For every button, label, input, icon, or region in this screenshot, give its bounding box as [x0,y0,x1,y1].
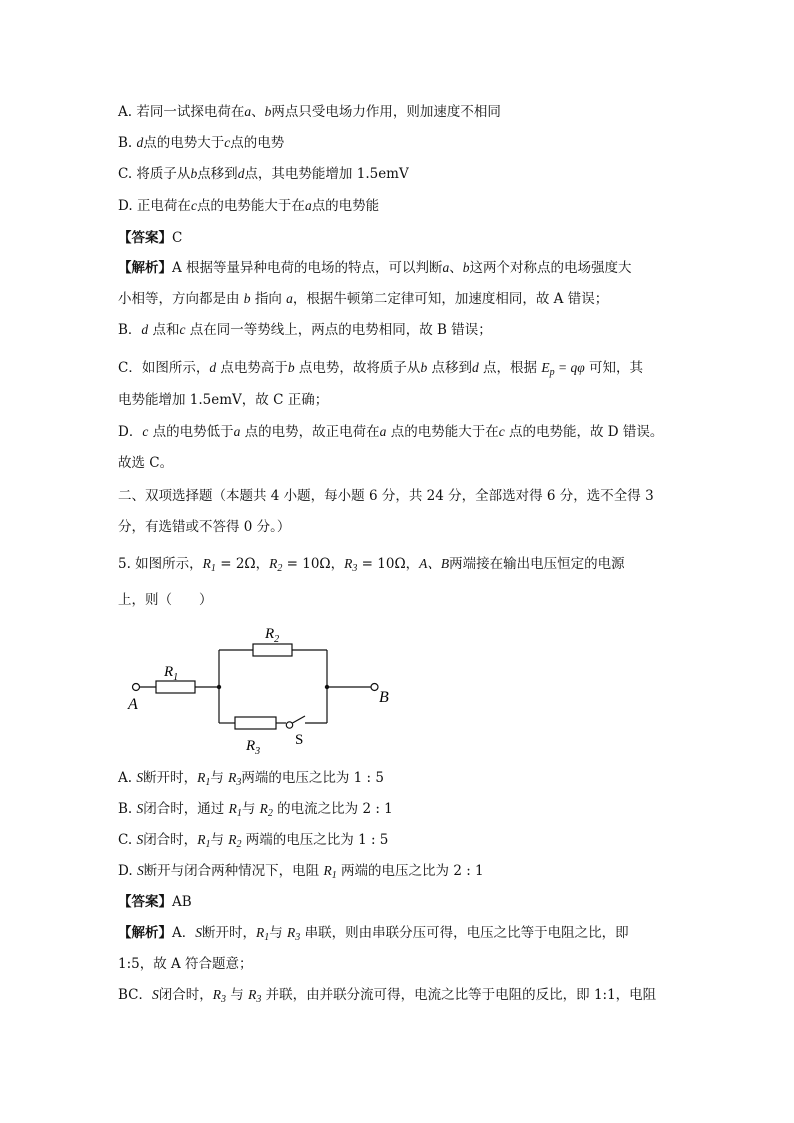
junction-left [217,685,221,689]
var-b: b [420,360,428,375]
var-r: R [228,801,237,816]
var-a: a [304,198,312,213]
q4-analysis-line-2 [118,289,608,309]
q4-answer [118,228,182,248]
option-text: A. [118,770,137,786]
analysis-text: ，根据牛顿第二定律可知，加速度相同，故 A 错误； [292,291,609,307]
label-s: S [295,732,304,748]
var-r-sub: 2 [267,808,273,819]
option-text: 闭合时，通过 [143,801,229,817]
var-a: a [379,424,387,439]
q5-stem-line-2 [118,590,213,610]
var-r-sub: 1 [264,932,270,943]
var-r: R [228,832,237,847]
q4-option-c [118,164,409,184]
option-text: 两端的电压之比为 2 : 1 [336,863,484,879]
conclusion-text: 故选 C。 [118,455,174,471]
q4-analysis-b [118,320,492,340]
label-a: A [128,696,138,713]
var-r-sub: 3 [295,932,301,943]
var-r-sub: 3 [221,994,227,1005]
analysis-text: 点的电势能大于在 [386,424,499,440]
analysis-text: 点电势高于 [216,360,288,376]
analysis-text: 可知，其 [584,360,643,376]
resistor-r3 [235,717,276,729]
var-r: R [197,832,206,847]
analysis-text: C．如图所示， [118,360,210,376]
var-s: S [136,801,144,816]
analysis-text: 点移到 [427,360,472,376]
option-text: 与 [241,801,260,817]
q5-analysis-a-2 [118,954,253,974]
terminal-b [371,684,378,691]
option-text: 点，其电势能增加 1.5emV [244,166,409,182]
q5-option-b [118,799,393,824]
formula-ep: E [541,360,550,375]
answer-value: C [172,230,183,246]
formula-rest: = qφ [554,360,585,375]
stem-r1: R [202,556,211,571]
var-r-sub: 1 [205,839,211,850]
option-text: 两端的电压之比为 1 : 5 [241,832,389,848]
var-c: c [498,424,505,439]
var-c: c [224,135,231,150]
var-b: b [190,166,198,181]
var-r: R [248,987,257,1002]
analysis-label: 【解析】 [118,925,172,941]
analysis-text: D． [118,424,143,440]
var-s: S [136,863,144,878]
circuit-diagram [120,616,400,761]
answer-label: 【答案】 [118,230,172,246]
option-text: 、 [251,104,265,120]
q5-option-c [118,830,388,855]
option-text: 断开时， [143,770,198,786]
analysis-text: 、 [449,260,463,276]
var-d: d [136,135,144,150]
analysis-text: 断开时， [202,925,256,941]
q4-analysis-line-1 [118,258,632,278]
section-2-heading-cont [118,517,290,537]
analysis-text: A 根据等量异种电荷的电场的特点，可以判断 [172,260,443,276]
stem-r3-sub: 3 [352,563,358,574]
analysis-text: 小相等，方向都是由 [118,291,244,307]
junction-right [325,685,329,689]
var-r-sub: 3 [256,994,262,1005]
label-r3: $R_3$ [246,738,261,757]
section-heading-text: 二、双项选择题（本题共 4 小题，每小题 6 分，共 24 分，全部选对得 6 分，选不全得 3 [118,488,654,504]
section-2-heading [118,486,654,506]
q5-option-d [118,861,484,886]
analysis-text: 与 [226,987,249,1003]
var-r: R [212,987,222,1002]
var-r: R [259,801,268,816]
analysis-text: 并联，由并联分流可得，电流之比等于电阻的反比，即 1:1，电阻 [261,987,657,1003]
var-s: S [136,770,144,785]
option-text: D. [118,863,137,879]
var-d: d [237,166,245,181]
analysis-text: BC． [118,987,153,1003]
var-s: S [195,925,202,940]
var-b: b [243,291,251,306]
var-a: a [244,104,252,119]
var-r: R [228,770,237,785]
q4-option-a [118,102,501,122]
q4-analysis-c [118,358,643,383]
analysis-text: A． [172,925,196,941]
analysis-text: B． [118,322,142,338]
option-text: 与 [210,770,229,786]
option-text: 点的电势能大于在 [196,198,305,214]
q5-analysis-bc [118,985,656,1010]
analysis-text: 闭合时， [158,987,213,1003]
var-r-sub: 1 [331,870,337,881]
var-r: R [256,925,265,940]
option-text: 两点只受电场力作用，则加速度不相同 [271,104,501,120]
analysis-text: 这两个对称点的电场强度大 [469,260,632,276]
option-text: A. 若同一试探电荷在 [118,104,245,120]
question-number: 5. 如图所示， [118,556,203,572]
analysis-text: 指向 [250,291,287,307]
option-text: B. [118,801,137,817]
answer-value: AB [172,894,192,910]
option-text: 与 [210,832,229,848]
q4-analysis-d [118,422,663,442]
option-text: B. [118,135,137,151]
q4-option-d [118,196,379,216]
var-b: b [462,260,470,275]
option-text: 点的电势 [230,135,285,151]
analysis-text: 1:5，故 A 符合题意； [118,956,253,972]
var-d: d [471,360,479,375]
label-b: B [379,689,389,706]
analysis-text: 与 [269,925,288,941]
var-s: S [136,832,144,847]
analysis-text: 点电势，故将质子从 [294,360,421,376]
section-heading-text: 分，有选错或不答得 0 分。） [118,519,291,535]
var-a: a [442,260,450,275]
var-c: c [179,322,186,337]
var-r: R [287,925,296,940]
analysis-text: 点在同一等势线上，两点的电势相同，故 B 错误； [185,322,492,338]
option-text: C. [118,832,137,848]
q4-option-b [118,133,284,153]
label-r2: $R_2$ [265,626,280,645]
q4-conclusion [118,453,173,473]
stem-ab: A、B [419,556,450,571]
var-r-sub: 1 [236,808,242,819]
var-r: R [323,863,332,878]
stem-r2-value: = 10Ω， [282,556,345,572]
option-text: 两端的电压之比为 1 : 5 [241,770,384,786]
var-c: c [142,424,149,439]
analysis-text: 点的电势低于 [148,424,234,440]
option-text: D. 正电荷在 [118,198,191,214]
stem-text: 上，则（ ） [118,592,213,608]
option-text: 断开与闭合两种情况下，电阻 [143,863,324,879]
analysis-text: 串联，则由串联分压可得，电压之比等于电阻之比，即 [300,925,629,941]
q5-stem-line-1 [118,554,625,579]
answer-label: 【答案】 [118,894,172,910]
analysis-text: 点和 [148,322,180,338]
var-r: R [197,770,206,785]
option-text: 的电流之比为 2 : 1 [272,801,393,817]
var-r-sub: 2 [236,839,242,850]
q5-analysis-a [118,923,629,948]
option-text: 点的电势能 [311,198,380,214]
var-b: b [287,360,295,375]
var-a: a [286,291,293,306]
q5-option-a [118,768,384,793]
analysis-text: 点的电势，故正电荷在 [240,424,380,440]
resistor-r2 [253,644,292,656]
var-b: b [264,104,272,119]
switch-s-contact [286,722,292,728]
option-text: 点移到 [197,166,238,182]
option-text: C. 将质子从 [118,166,191,182]
stem-r3-value: = 10Ω， [357,556,420,572]
stem-r2-sub: 2 [277,563,283,574]
terminal-a [133,684,140,691]
formula-sub: p [549,367,555,378]
option-text: 闭合时， [143,832,198,848]
stem-r1-value: = 2Ω， [215,556,270,572]
var-s: S [152,987,159,1002]
q5-answer [118,892,192,912]
analysis-text: 电势能增加 1.5emV，故 C 正确； [118,392,329,408]
var-c: c [190,198,197,213]
stem-r2: R [269,556,278,571]
switch-s-lever [293,716,306,723]
stem-r1-sub: 1 [210,563,216,574]
label-r1: $R_1$ [164,664,179,683]
stem-text: 两端接在输出电压恒定的电源 [449,556,625,572]
var-d: d [209,360,217,375]
analysis-label: 【解析】 [118,260,172,276]
var-r-sub: 1 [205,777,211,788]
stem-r3: R [344,556,353,571]
var-r-sub: 3 [236,777,242,788]
analysis-text: 点的电势能，故 D 错误。 [504,424,664,440]
var-d: d [141,322,149,337]
option-text: 点的电势大于 [143,135,225,151]
q4-analysis-c-2 [118,390,328,410]
analysis-text: 点，根据 [478,360,542,376]
var-a: a [233,424,241,439]
